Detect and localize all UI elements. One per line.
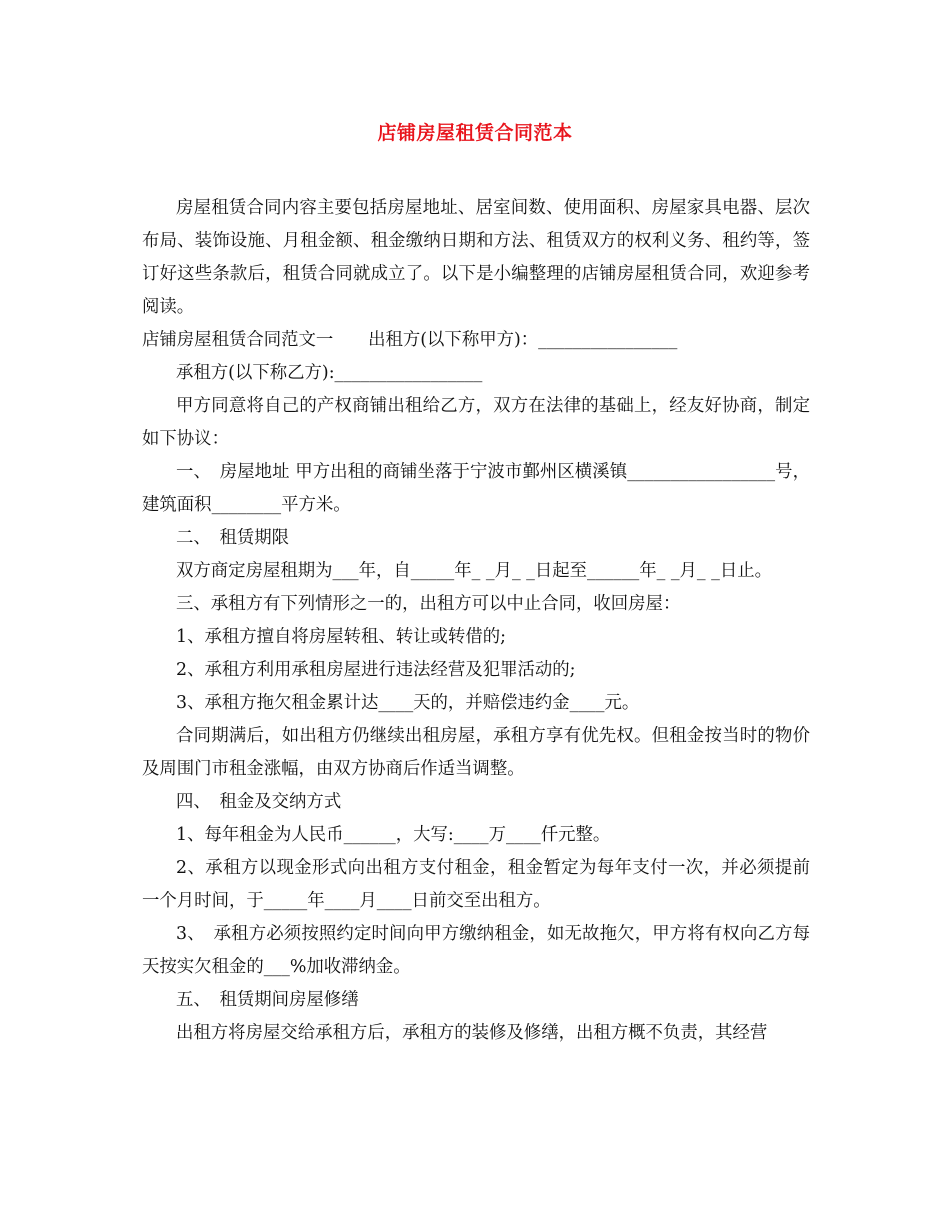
paragraph-section-5-heading: 五、 租赁期间房屋修缮 xyxy=(176,990,359,1010)
document-title: 店铺房屋租赁合同范本 xyxy=(377,122,573,144)
paragraph-section-3-heading: 三、承租方有下列情形之一的，出租方可以中止合同，收回房屋： xyxy=(176,594,681,614)
paragraph-intro: 房屋租赁合同内容主要包括房屋地址、居室间数、使用面积、房屋家具电器、层次布局、装饰设施、月租金额、租金缴纳日期和方法、租赁双方的权利义务、租约等，签订好这些条款后，租赁合同就成立了。以下是小编整理的店铺房屋租赁合同，欢迎参考阅读。 xyxy=(142,198,810,317)
paragraph-repairs: 出租方将房屋交给承租方后，承租方的装修及修缮，出租方概不负责，其经营 xyxy=(176,1023,768,1043)
paragraph-clause-3-1: 1、承租方擅自将房屋转租、转让或转借的; xyxy=(176,627,506,647)
paragraph-lessee: 承租方(以下称乙方):_________________ xyxy=(176,363,483,383)
paragraph-clause-3-3: 3、承租方拖欠租金累计达____天的，并赔偿违约金____元。 xyxy=(176,693,640,713)
document-body xyxy=(142,192,810,1050)
paragraph-clause-4-3: 3、 承租方必须按照约定时间向甲方缴纳租金，如无故拖欠，甲方将有权向乙方每天按实欠租金的___%加收滞纳金。 xyxy=(142,924,810,977)
paragraph-clause-3-2: 2、承租方利用承租房屋进行违法经营及犯罪活动的; xyxy=(176,660,576,680)
paragraph-agreement: 甲方同意将自己的产权商铺出租给乙方，双方在法律的基础上，经友好协商，制定如下协议： xyxy=(142,396,810,449)
paragraph-lease-term: 双方商定房屋租期为___年，自_____年_ _月_ _日起至______年_ _月_ _日止。 xyxy=(176,561,773,581)
paragraph-renewal: 合同期满后，如出租方仍继续出租房屋，承租方享有优先权。但租金按当时的物价及周围门市租金涨幅，由双方协商后作适当调整。 xyxy=(142,726,810,779)
paragraph-clause-4-2: 2、承租方以现金形式向出租方支付租金，租金暂定为每年支付一次，并必须提前一个月时间，于_____年____月____日前交至出租方。 xyxy=(142,858,810,911)
paragraph-section-1: 一、 房屋地址 甲方出租的商铺坐落于宁波市鄞州区横溪镇_________________号，建筑面积________平方米。 xyxy=(142,462,810,515)
paragraph-section-2-heading: 二、 租赁期限 xyxy=(176,528,290,548)
paragraph-contract-heading: 店铺房屋租赁合同范文一 出租方(以下称甲方)：________________ xyxy=(142,330,678,350)
paragraph-clause-4-1: 1、每年租金为人民币______，大写:____万____仟元整。 xyxy=(176,825,611,845)
paragraph-section-4-heading: 四、 租金及交纳方式 xyxy=(176,792,342,812)
